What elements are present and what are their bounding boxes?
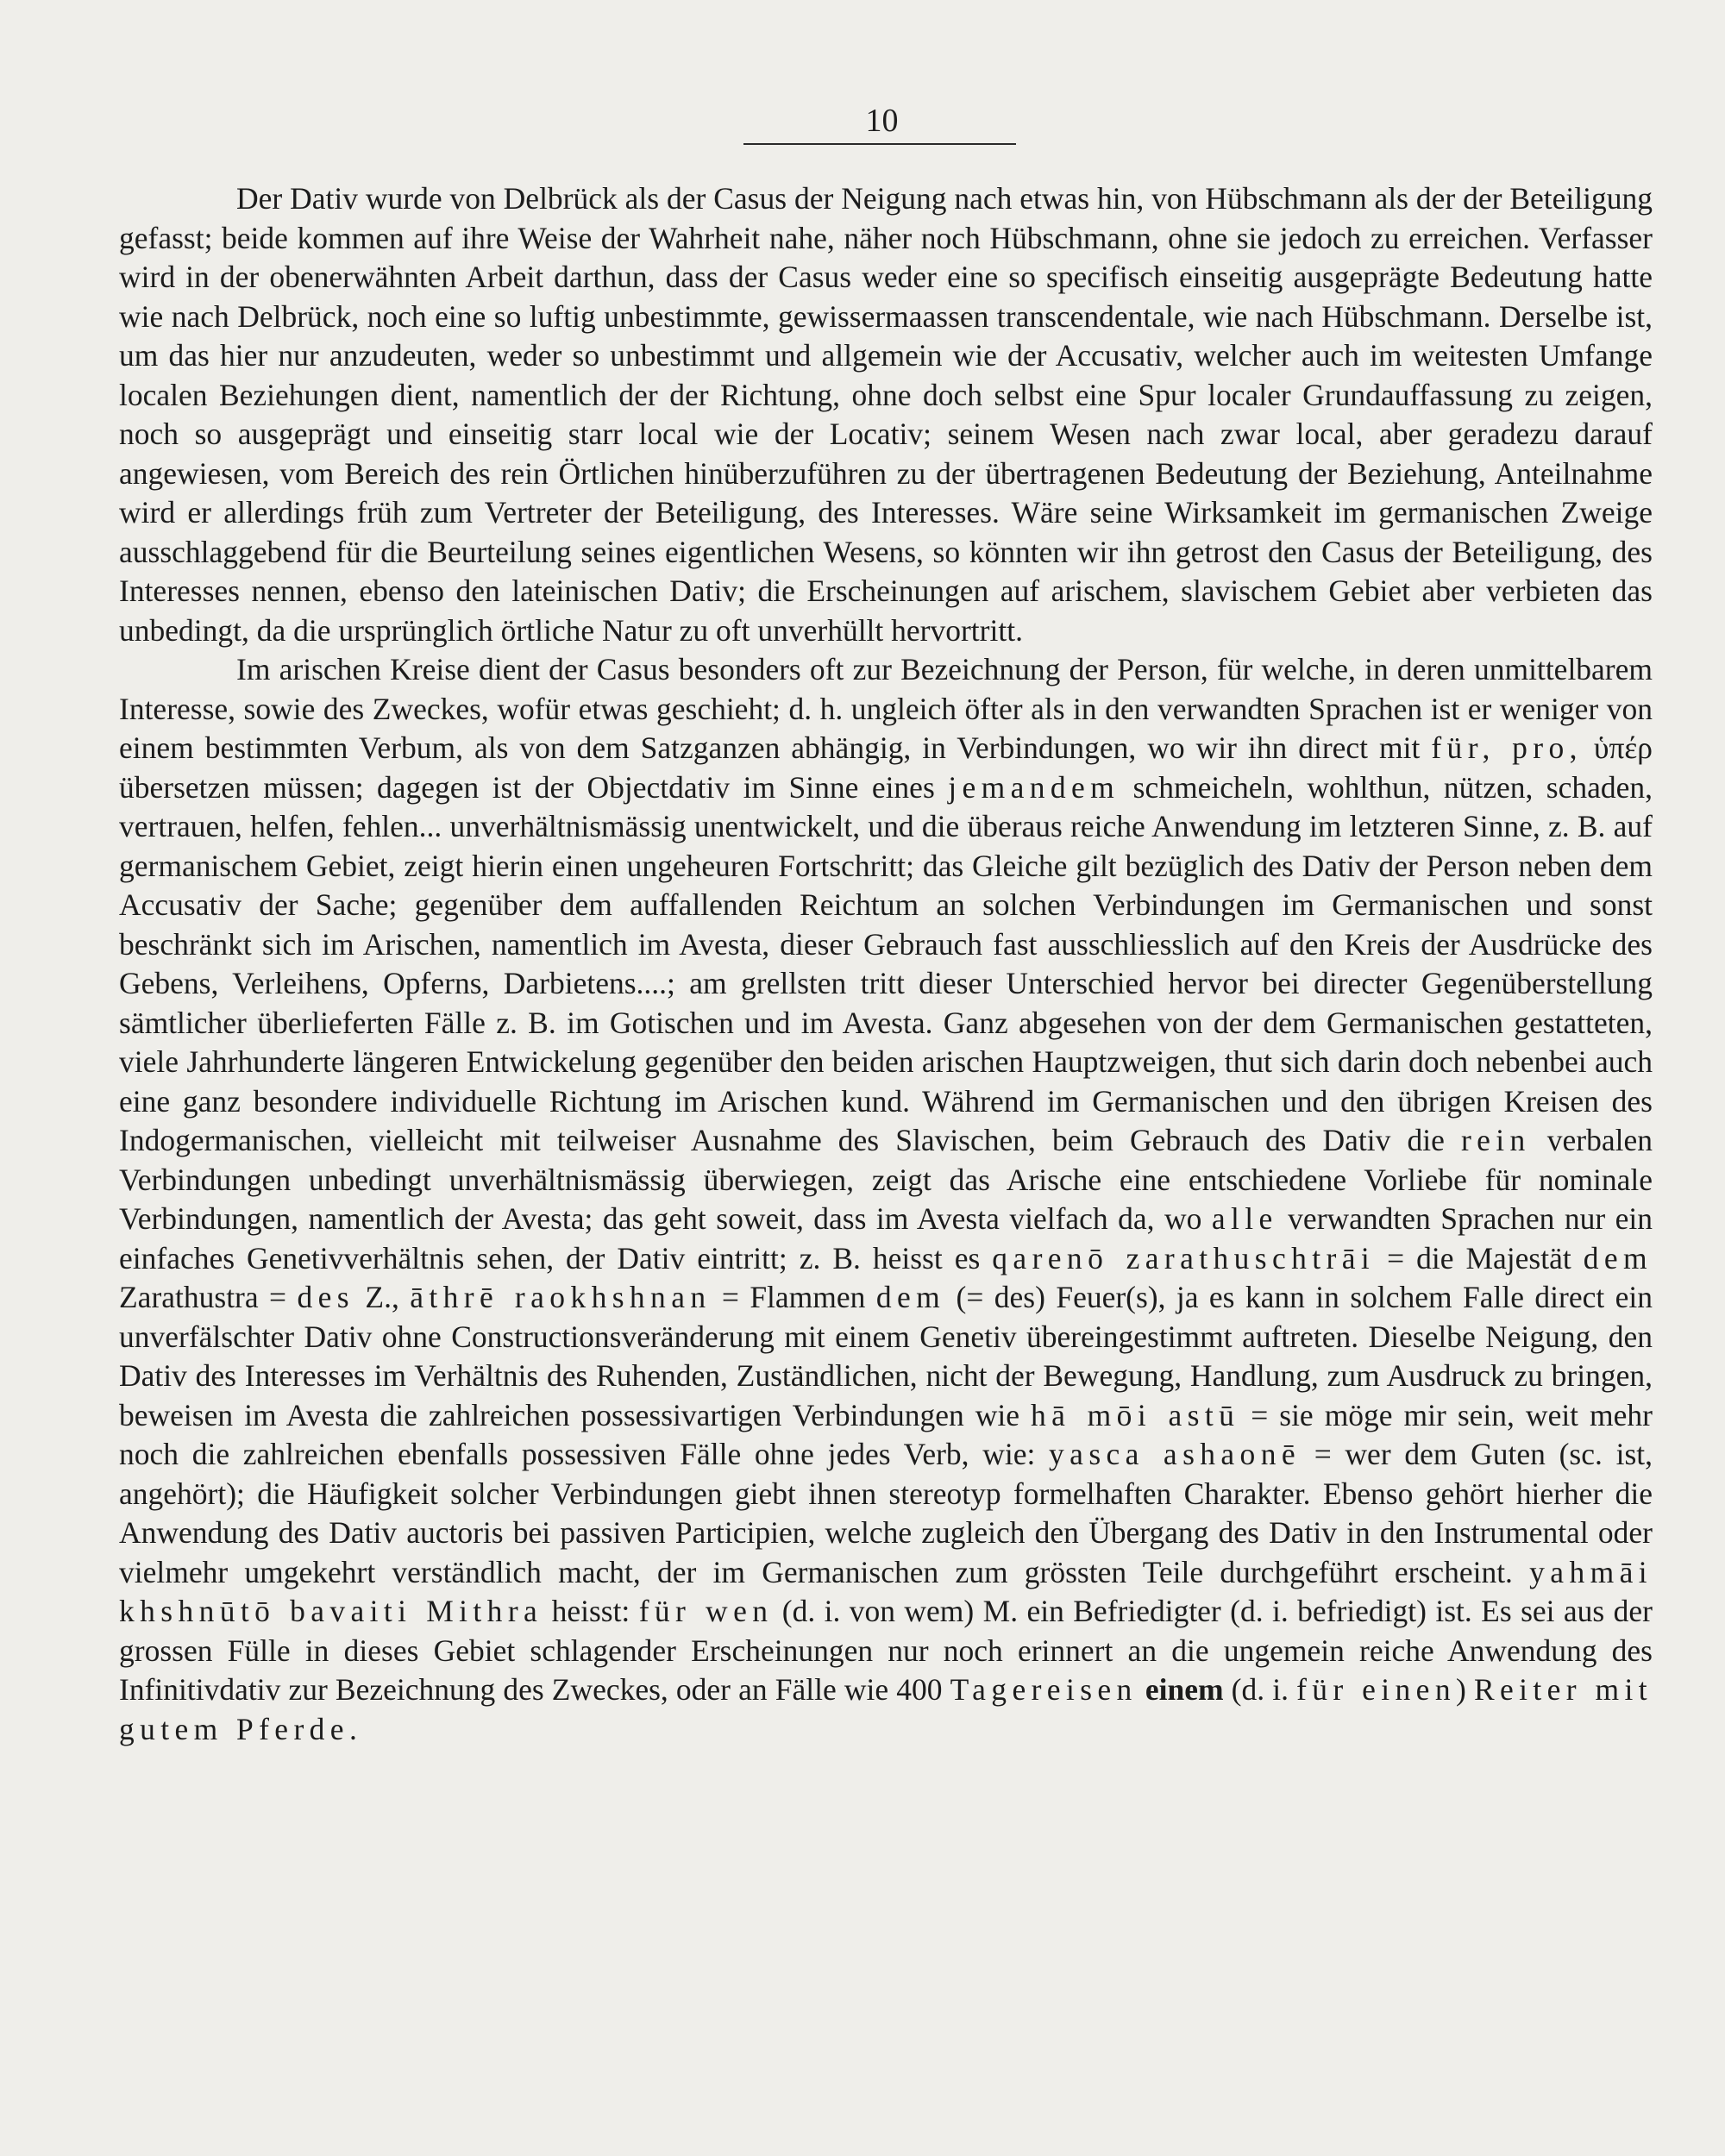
text-segment: des (297, 1280, 354, 1314)
text-segment: = sie möge mir sein, weit mehr noch die zahlreichen ebenfalls possessiven Fälle ohne jedes Verb, wie: (119, 1397, 1653, 1471)
text-segment: Im arischen Kreise dient der Casus besonders oft zur Bezeichnung der Person, für welche, in deren unmittelbarem Interesse, sowie des Zweckes, wofür etwas geschieht; d. h. ungleich öfter als in den verwandten Sprachen ist er weniger von einem bestimmten Verbum, als von dem Satzganzen abhängig, in Verbindungen, wo wir ihn direct mit (119, 652, 1653, 765)
text-segment: verbalen Verbindungen unbedingt unverhältnismässig überwiegen, zeigt das Arische eine entschiedene Vorliebe für nominale Verbindungen, namentlich der Avesta; das geht soweit, dass im Avesta vielfach da, wo (119, 1123, 1653, 1236)
text-segment: = die Majestät (1375, 1240, 1584, 1275)
text-segment: (d. i. von wem) M. ein Befriedigter (d. i. befriedigt) ist. Es sei aus der grossen Fülle in dieses Gebiet schlagender Erscheinungen nur noch erinnert an die ungemein reiche Anwendung des Infinitivdativ zur Bezeichnung des Zweckes, oder an Fälle wie 400 (119, 1594, 1653, 1707)
text-segment: = wer dem Guten (sc. ist, angehört); die Häufigkeit solcher Verbindungen giebt ihnen stereotyp formelhaften Charakter. Ebenso gehört hierher die Anwendung des Dativ auctoris bei passiven Participien, welche zugleich den Übergang des Dativ in den Instrumental oder vielmehr umgekehrt verständlich macht, der im Germanischen zum grössten Teile durchgeführt erscheint. (119, 1437, 1653, 1589)
body-text (119, 179, 1653, 1749)
text-segment: für, pro, (1431, 730, 1583, 765)
text-segment: Zarathustra = (119, 1280, 298, 1314)
text-segment: für wen (638, 1594, 774, 1628)
text-segment: qarenō zarathuschtrāi (992, 1240, 1376, 1275)
text-segment: heisst: (543, 1594, 639, 1628)
text-segment: schmeicheln, wohlthun, nützen, schaden, vertrauen, helfen, fehlen... unverhältnismässig unentwickelt, und die überaus reiche Anwendung im letzteren Sinne, z. B. auf germanischem Gebiet, zeigt hierin einen ungeheuren Fortschritt; das Gleiche gilt bezüglich des Dativ der Person neben dem Accusativ der Sache; gegenüber dem auffallenden Reichtum an solchen Verbindungen im Germanischen und sonst beschränkt sich im Arischen, namentlich im Avesta, dieser Gebrauch fast ausschliesslich auf den Kreis der Ausdrücke des Gebens, Verleihens, Opferns, Darbietens....; am grellsten tritt dieser Unterschied hervor bei directer Gegenüberstellung sämtlicher überlieferten Fälle z. B. im Gotischen und im Avesta. Ganz abgesehen von der dem Germanischen gestatteten, viele Jahrhunderte längeren Entwickelung gegenüber den beiden arischen Hauptzweigen, thut sich darin doch nebenbei auch eine ganz besondere individuelle Richtung im Arischen kund. Während im Germanischen und den übrigen Kreisen des Indogermanischen, vielleicht mit teilweiser Ausnahme des Slavischen, beim Gebrauch des Dativ die (119, 769, 1653, 1157)
text-segment (1138, 1672, 1145, 1707)
text-segment: Z., (354, 1280, 411, 1314)
paragraph-1 (119, 179, 1653, 650)
text-segment: für einen (1296, 1672, 1456, 1707)
page-number: 10 (865, 103, 899, 139)
text-segment: dem (875, 1280, 946, 1314)
text-segment: (d. i. (1223, 1672, 1297, 1707)
text-segment: ) (1455, 1672, 1474, 1707)
paragraph-2 (119, 650, 1653, 1749)
text-segment: rein (1460, 1123, 1531, 1157)
text-segment: = Flammen (711, 1280, 876, 1314)
text-segment: (= des) Feuer(s), ja es kann in solchem Falle direct ein unverfälschter Dativ ohne Constructionsveränderung mit einem Genetiv übereingestimmt auftreten. Dieselbe Neigung, den Dativ des Interesses im Verhältnis des Ruhenden, Zuständlichen, nicht der Bewegung, Handlung, zum Ausdruck zu bringen, beweisen im Avesta die zahlreichen possessivartigen Verbindungen wie (119, 1280, 1653, 1432)
text-segment: dem (1583, 1240, 1653, 1275)
text-segment: Reiter mit gutem Pferde. (119, 1672, 1653, 1746)
text-segment: yahmāi khshnūtō bavaiti Mithra (119, 1554, 1653, 1628)
text-segment: Tagereisen (950, 1672, 1138, 1707)
text-segment: alle (1211, 1201, 1278, 1236)
text-segment: āthrē raokhshnan (410, 1280, 712, 1314)
text-segment: verwandten Sprachen nur ein einfaches Genetivverhältnis sehen, der Dativ eintritt; z. B. heisst es (119, 1201, 1653, 1275)
header-rule (743, 143, 1016, 145)
text-segment: einem (1145, 1672, 1224, 1707)
text-segment: hā mōi astū (1031, 1397, 1240, 1432)
text-segment: jemandem (948, 769, 1120, 805)
text-segment: yasca ashaonē (1049, 1437, 1301, 1471)
text-segment: Der Dativ wurde von Delbrück als der Casus der Neigung nach etwas hin, von Hübschmann als der der Beteiligung gefasst; beide kommen auf ihre Weise der Wahrheit nahe, näher noch Hübschmann, ohne sie jedoch zu erreichen. Verfasser wird in der obenerwähnten Arbeit darthun, dass der Casus weder eine so specifisch einseitig ausgeprägte Bedeutung hatte wie nach Delbrück, noch eine so luftig unbestimmte, gewissermaassen transcendentale, wie nach Hübschmann. Derselbe ist, um das hier nur anzudeuten, weder so unbestimmt und allgemein wie der Accusativ, welcher auch im weitesten Umfange localen Beziehungen dient, namentlich der der Richtung, ohne doch selbst eine Spur localer Grundauffassung zu zeigen, noch so ausgeprägt und einseitig starr local wie der Locativ; seinem Wesen nach zwar local, aber geradezu darauf angewiesen, vom Bereich des rein Örtlichen hinüberzuführen zu der übertragenen Bedeutung der Beziehung, Anteilnahme wird er allerdings früh zum Vertreter der Beteiligung, des Interesses. Wäre seine Wirksamkeit im germanischen Zweige ausschlaggebend für die Beurteilung seines eigentlichen Wesens, so könnten wir ihn getrost den Casus der Beteiligung, des Interesses nennen, ebenso den lateinischen Dativ; die Erscheinungen auf arischem, slavischem Gebiet aber verbieten das unbedingt, da die ursprünglich örtliche Natur zu oft unverhüllt hervortritt. (119, 181, 1653, 648)
text-segment: ὑπέρ übersetzen müssen; dagegen ist der Objectdativ im Sinne eines (119, 730, 1653, 805)
